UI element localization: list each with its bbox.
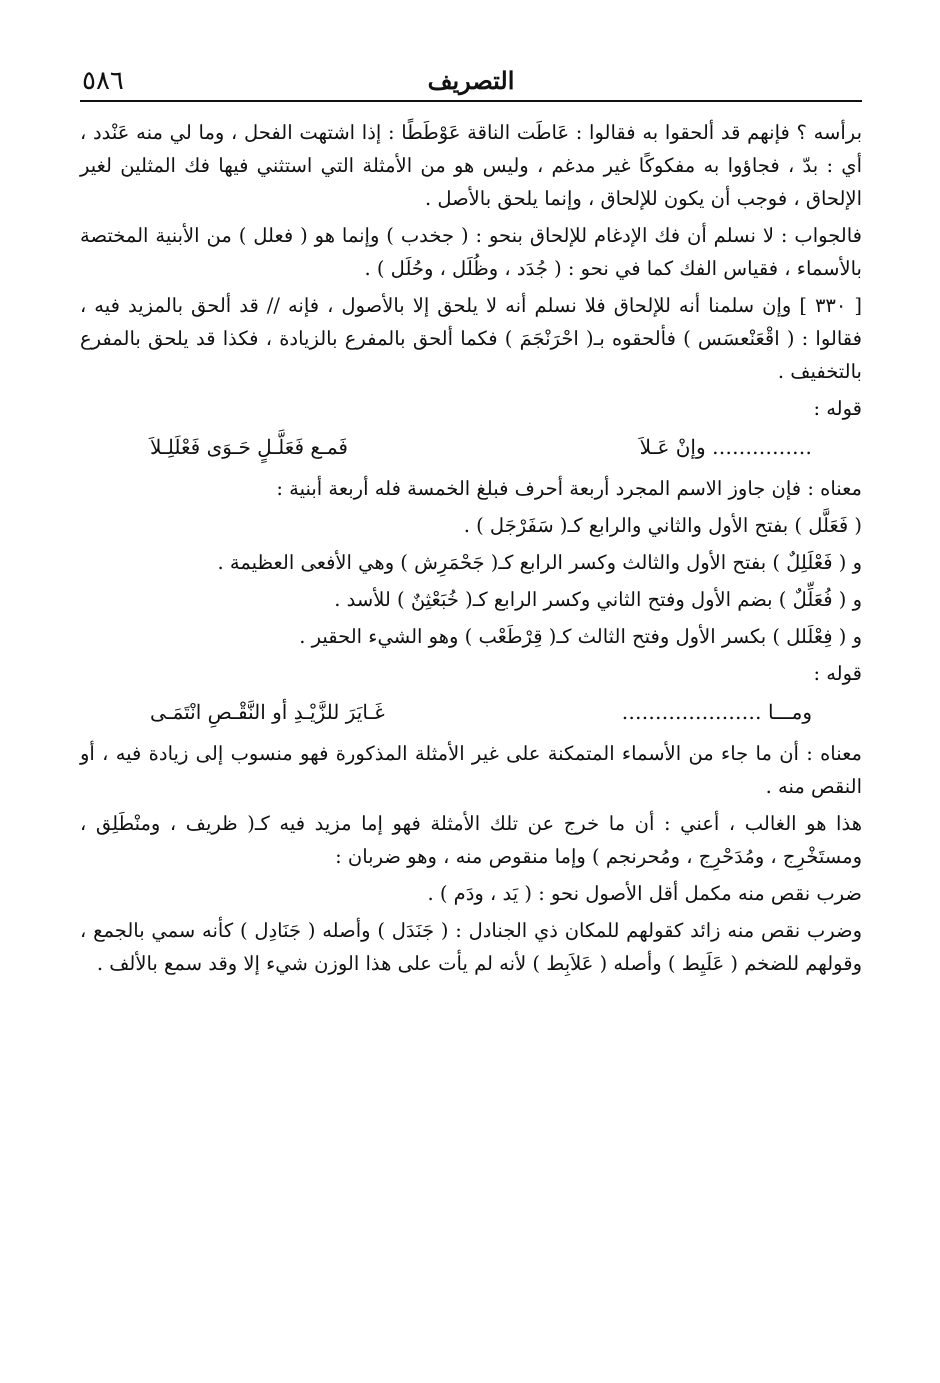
paragraph: [ ٣٣٠ ] وإن سلمنا أنه للإلحاق فلا نسلم أنه لا يلحق إلا بالأصول ، فإنه // قد ألحق بالمزيد فيه ، فقالوا : ( اقْعَنْعسَس ) فألحقوه بـ( احْرَنْجَمَ ) فكما ألحق بالمفرع بالزيادة ، فكذا قد يلحق بالمفرع بالتخفيف . [80, 294, 862, 383]
page-header [80, 60, 862, 102]
paragraph: و ( فِعْلَلل ) بكسر الأول وفتح الثالث كـ( قِرْطَعْب ) وهو الشيء الحقير . [299, 625, 862, 648]
verse-line [80, 431, 862, 464]
page-number: ٥٨٦ [82, 66, 124, 96]
quote-label: قوله : [813, 662, 862, 685]
paragraph: ( فَعَلَّل ) بفتح الأول والثاني والرابع كـ( سَفَرْجَل ) . [463, 514, 862, 537]
verse-second-hemistich: فَمـع فَعَلَّـلٍ حَـوَى فَعْلَلِـلاَ [150, 435, 348, 459]
verse-first-hemistich: …………… وإنْ عَـلاَ [639, 435, 812, 459]
paragraph: فالجواب : لا نسلم أن فك الإدغام للإلحاق بنحو : ( جخدب ) وإنما هو ( فعلل ) من الأبنية المختصة بالأسماء ، فقياس الفك كما في نحو : ( جُدَد ، وظُلَل ، وحُلَل ) . [80, 224, 862, 280]
verse-first-hemistich: ومـــا ………………… [621, 700, 812, 724]
verse-line [80, 696, 862, 729]
paragraph: برأسه ؟ فإنهم قد ألحقوا به فقالوا : عَاطَت الناقة عَوْطَطًا : إذا اشتهت الفحل ، وما لي منه عَنْدد ، أي : بدّ ، فجاؤوا به مفكوكًا غير مدغم ، وليس هو من الأمثلة التي استثني فيها فك المثلين لغير الإلحاق ، فوجب أن يكون للإلحاق ، وإنما يلحق بالأصل . [80, 121, 862, 210]
paragraph: و ( فَعْلَلِلٌ ) بفتح الأول والثالث وكسر الرابع كـ( جَحْمَرِش ) وهي الأفعى العظيمة . [217, 551, 862, 574]
paragraph: و ( فُعَلِّلٌ ) بضم الأول وفتح الثاني وكسر الرابع كـ( خُبَعْثِنٌ ) للأسد . [334, 588, 862, 611]
paragraph: معناه : فإن جاوز الاسم المجرد أربعة أحرف فبلغ الخمسة فله أربعة أبنية : [276, 477, 862, 500]
paragraph: هذا هو الغالب ، أعني : أن ما خرج عن تلك الأمثلة فهو إما مزيد فيه كـ( ظريف ، ومنْطَلِق ، ومستَخْرِج ، ومُدَحْرِج ، ومُحرنجم ) وإما منقوص منه ، وهو ضربان : [80, 812, 862, 868]
paragraph: معناه : أن ما جاء من الأسماء المتمكنة على غير الأمثلة المذكورة فهو منسوب إلى زيادة فيه ، أو النقص منه . [80, 742, 862, 798]
running-title: التصريف [427, 66, 515, 95]
book-page [80, 60, 862, 984]
page-body [80, 116, 862, 980]
paragraph: ضرب نقص منه مكمل أقل الأصول نحو : ( يَد ، ودَم ) . [427, 882, 862, 905]
verse-second-hemistich: غَـايَرَ للزَّيْـدِ أو النَّقْـصِ انْتَمَـى [150, 700, 385, 724]
quote-label: قوله : [813, 397, 862, 420]
paragraph: وضرب نقص منه زائد كقولهم للمكان ذي الجنادل : ( جَنَدَل ) وأصله ( جَنَادِل ) كأنه سمي بالجمع ، وقولهم للضخم ( عَلَيِط ) وأصله ( عَلاَبِط ) لأنه لم يأت على هذا الوزن شيء إلا وقد سمع بالألف . [80, 919, 862, 975]
